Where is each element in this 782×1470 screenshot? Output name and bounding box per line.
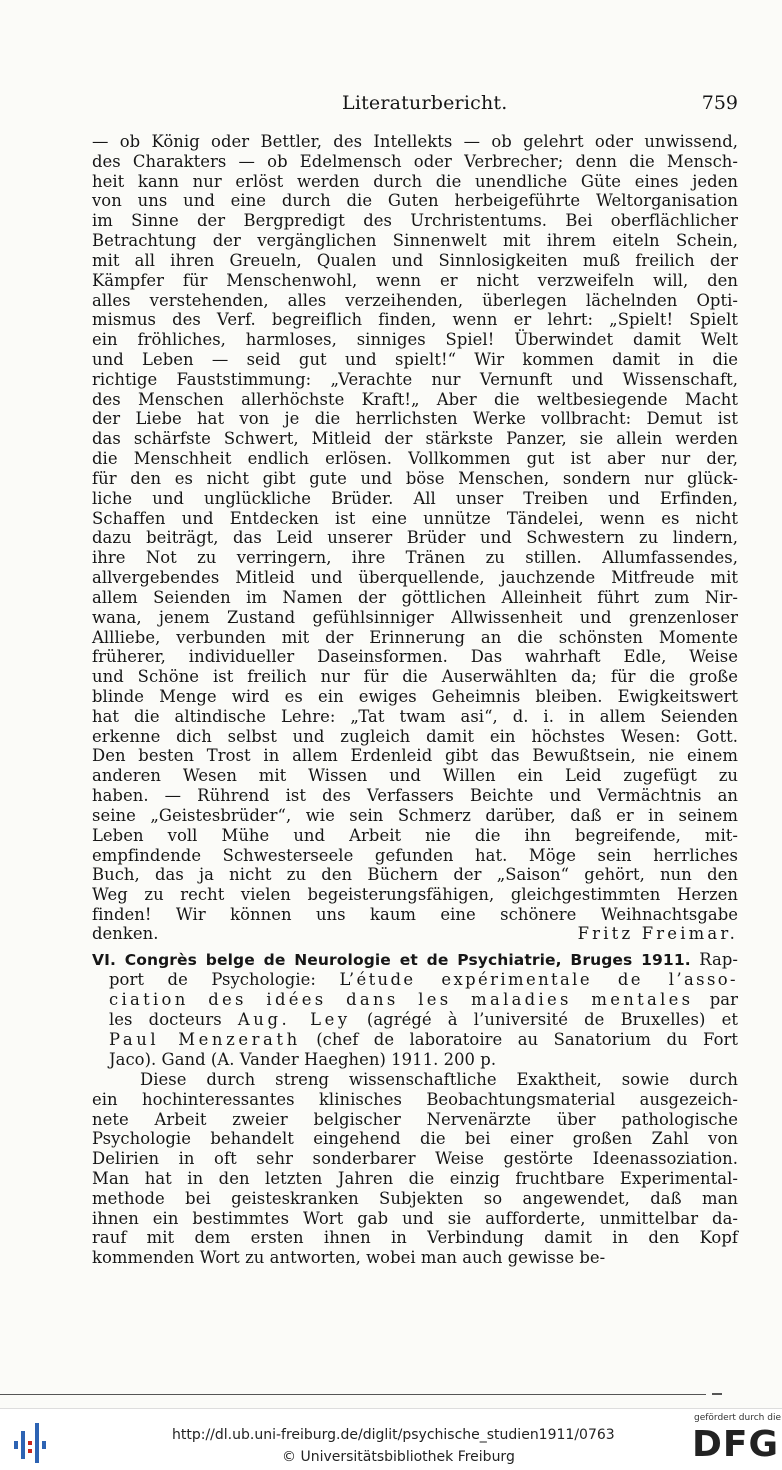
reviewer-signature: Fritz Freimar.	[577, 924, 738, 943]
text-line: empfindende Schwesterseele gefunden hat. Möge sein herrliches	[92, 845, 738, 865]
review-citation-line-5	[109, 1030, 738, 1050]
text-line: Den besten Trost in allem Erdenleid gibt das Bewußtsein, nie einem	[92, 746, 738, 766]
text-line: früherer, individueller Daseinsformen. Das wahrhaft Edle, Weise	[92, 647, 738, 667]
footer-divider	[0, 1394, 706, 1395]
citation-prefix: port de Psychologie:	[109, 970, 316, 989]
text-line: allem Seienden im Namen der göttlichen Alleinheit führt zum Nir-	[92, 587, 738, 607]
text-line: nete Arbeit zweier belgischer Nervenärzte über pathologische	[92, 1109, 738, 1129]
closing-line	[92, 924, 738, 944]
text-line: alles verstehenden, alles verzeihenden, überlegen lächelnden Opti-	[92, 290, 738, 310]
text-line: seine „Geistesbrüder“, wie sein Schmerz darüber, daß er in seinem	[92, 805, 738, 825]
text-line: blinde Menge wird es ein ewiges Geheimnis bleiben. Ewigkeitswert	[92, 686, 738, 706]
permalink-link[interactable]: http://dl.ub.uni-freiburg.de/diglit/psychische_studien1911/0763	[172, 1427, 615, 1443]
text-line: erkenne dich selbst und zugleich damit ein höchstes Wesen: Gott.	[92, 726, 738, 746]
text-line: Man hat in den letzten Jahren die einzig fruchtbare Experimental-	[92, 1169, 738, 1188]
closing-text: denken.	[92, 924, 159, 943]
page-number: 759	[701, 92, 738, 114]
text-line: heit kann nur erlöst werden durch die unendliche Güte eines jeden	[92, 171, 738, 191]
text-line: Buch, das ja nicht zu den Büchern der „Saison“ gehört, nun den	[92, 865, 738, 885]
text-line: Kämpfer für Menschenwohl, wenn er nicht verzweifeln will, den	[92, 270, 738, 290]
text-line: Weg zu recht vielen begeisterungsfähigen, gleichgestimmten Herzen	[92, 885, 738, 905]
ub-freiburg-logo-icon	[14, 1423, 48, 1463]
running-title: Literaturbericht.	[342, 92, 508, 114]
text-line: ihre Not zu verringern, ihre Tränen zu stillen. Allumfassendes,	[92, 548, 738, 568]
footer-divider-dash	[712, 1393, 722, 1395]
text-line: rauf mit dem ersten ihnen in Verbindung damit in den Kopf	[92, 1228, 738, 1248]
text-line: ein fröhliches, harmloses, sinniges Spiel! Überwindet damit Welt	[92, 330, 738, 350]
text-line: Psychologie behandelt eingehend die bei einer großen Zahl von	[92, 1129, 738, 1149]
work-title-part-1: L’étude expérimentale de l’asso-	[339, 970, 738, 989]
citation-par: par	[709, 990, 739, 1009]
text-line: Leben voll Mühe und Arbeit nie die ihn begreifende, mit-	[92, 825, 738, 845]
text-line: Diese durch streng wissenschaftliche Exaktheit, sowie durch	[140, 1070, 738, 1089]
copyright-notice: © Universitätsbibliothek Freiburg	[282, 1449, 515, 1465]
text-line: die Menschheit endlich erlösen. Vollkommen gut ist aber nur der,	[92, 449, 738, 469]
text-line: des Charakters — ob Edelmensch oder Verbrecher; denn die Mensch-	[92, 151, 738, 171]
text-line: methode bei geisteskranken Subjekten so angewendet, daß man	[92, 1188, 738, 1208]
digital-library-footer	[0, 1408, 782, 1470]
text-line: der Liebe hat von je die herrlichsten Werke vollbracht: Demut ist	[92, 409, 738, 429]
text-line: mismus des Verf. begreiflich finden, wenn er lehrt: „Spielt! Spielt	[92, 310, 738, 330]
text-line: anderen Wesen mit Wissen und Willen ein Leid zugefügt zu	[92, 766, 738, 786]
review-citation-line-2	[109, 970, 738, 990]
text-line: im Sinne der Bergpredigt des Urchristentums. Bei oberflächlicher	[92, 211, 738, 231]
citation-authors-prefix: les docteurs	[109, 1010, 222, 1029]
text-line: ein hochinteressantes klinisches Beobachtungsmaterial ausgezeich-	[92, 1089, 738, 1109]
text-line: — ob König oder Bettler, des Intellekts — ob gelehrt oder unwissend,	[92, 132, 738, 151]
text-line: haben. — Rührend ist des Verfassers Beichte und Vermächtnis an	[92, 786, 738, 806]
text-line: das schärfste Schwert, Mitleid der stärkste Panzer, sie allein werden	[92, 429, 738, 449]
author-ley-affiliation: (agrégé à l’université de Bruxelles) et	[366, 1010, 738, 1029]
review-heading-line	[92, 950, 738, 970]
dfg-logo: DFG	[692, 1424, 780, 1465]
page-header	[92, 92, 738, 122]
review-citation-line-6: Jaco). Gand (A. Vander Haeghen) 1911. 200 p.	[109, 1050, 497, 1069]
author-menzerath-affiliation: (chef de laboratoire au Sanatorium du Fort	[316, 1030, 739, 1049]
text-line: liche und unglückliche Brüder. All unser Treiben und Erfinden,	[92, 488, 738, 508]
text-line: hat die altindische Lehre: „Tat twam asi“, d. i. in allem Seienden	[92, 706, 738, 726]
text-line: von uns und eine durch die Guten herbeigeführte Weltorganisation	[92, 191, 738, 211]
review-heading-tail: Rap-	[699, 950, 739, 969]
text-line: kommenden Wort zu antworten, wobei man auch gewisse be-	[92, 1248, 606, 1268]
text-line: Schaffen und Entdecken ist eine unnütze Tändelei, wenn es nicht	[92, 508, 738, 528]
review-citation-line-4	[109, 1010, 738, 1030]
author-menzerath: Paul Menzerath	[109, 1030, 301, 1049]
work-title-part-2: ciation des idées dans les maladies mentales	[109, 990, 694, 1009]
text-line: und Schöne ist freilich nur für die Auserwählten da; für die große	[92, 667, 738, 687]
text-line: Allliebe, verbunden mit der Erinnerung an die schönsten Momente	[92, 627, 738, 647]
text-line: finden! Wir können uns kaum eine schönere Weihnachtsgabe	[92, 904, 738, 924]
text-line: mit all ihren Greueln, Qualen und Sinnlosigkeiten muß freilich der	[92, 250, 738, 270]
text-line: für den es nicht gibt gute und böse Menschen, sondern nur glück-	[92, 468, 738, 488]
text-line: richtige Fauststimmung: „Verachte nur Vernunft und Wissenschaft,	[92, 369, 738, 389]
text-line: dazu beiträgt, das Leid unserer Brüder und Schwestern zu lindern,	[92, 528, 738, 548]
text-line: des Menschen allerhöchste Kraft!„ Aber die weltbesiegende Macht	[92, 389, 738, 409]
text-line: allvergebendes Mitleid und überquellende, jauchzende Mitfreude mit	[92, 568, 738, 588]
review-citation-line-3	[109, 990, 738, 1010]
dfg-caption: gefördert durch die	[694, 1413, 781, 1423]
text-line: Betrachtung der vergänglichen Sinnenwelt mit ihrem eiteln Schein,	[92, 231, 738, 251]
review-heading: VI. Congrès belge de Neurologie et de Psychiatrie, Bruges 1911.	[92, 951, 691, 969]
text-line: ihnen ein bestimmtes Wort gab und sie aufforderte, unmittelbar da-	[92, 1208, 738, 1228]
text-line: Delirien in oft sehr sonderbarer Weise gestörte Ideenassoziation.	[92, 1149, 738, 1169]
author-ley: Aug. Ley	[237, 1010, 351, 1029]
text-line: und Leben — seid gut und spielt!“ Wir kommen damit in die	[92, 350, 738, 370]
text-line: wana, jenem Zustand gefühlsinniger Allwissenheit und grenzenloser	[92, 607, 738, 627]
